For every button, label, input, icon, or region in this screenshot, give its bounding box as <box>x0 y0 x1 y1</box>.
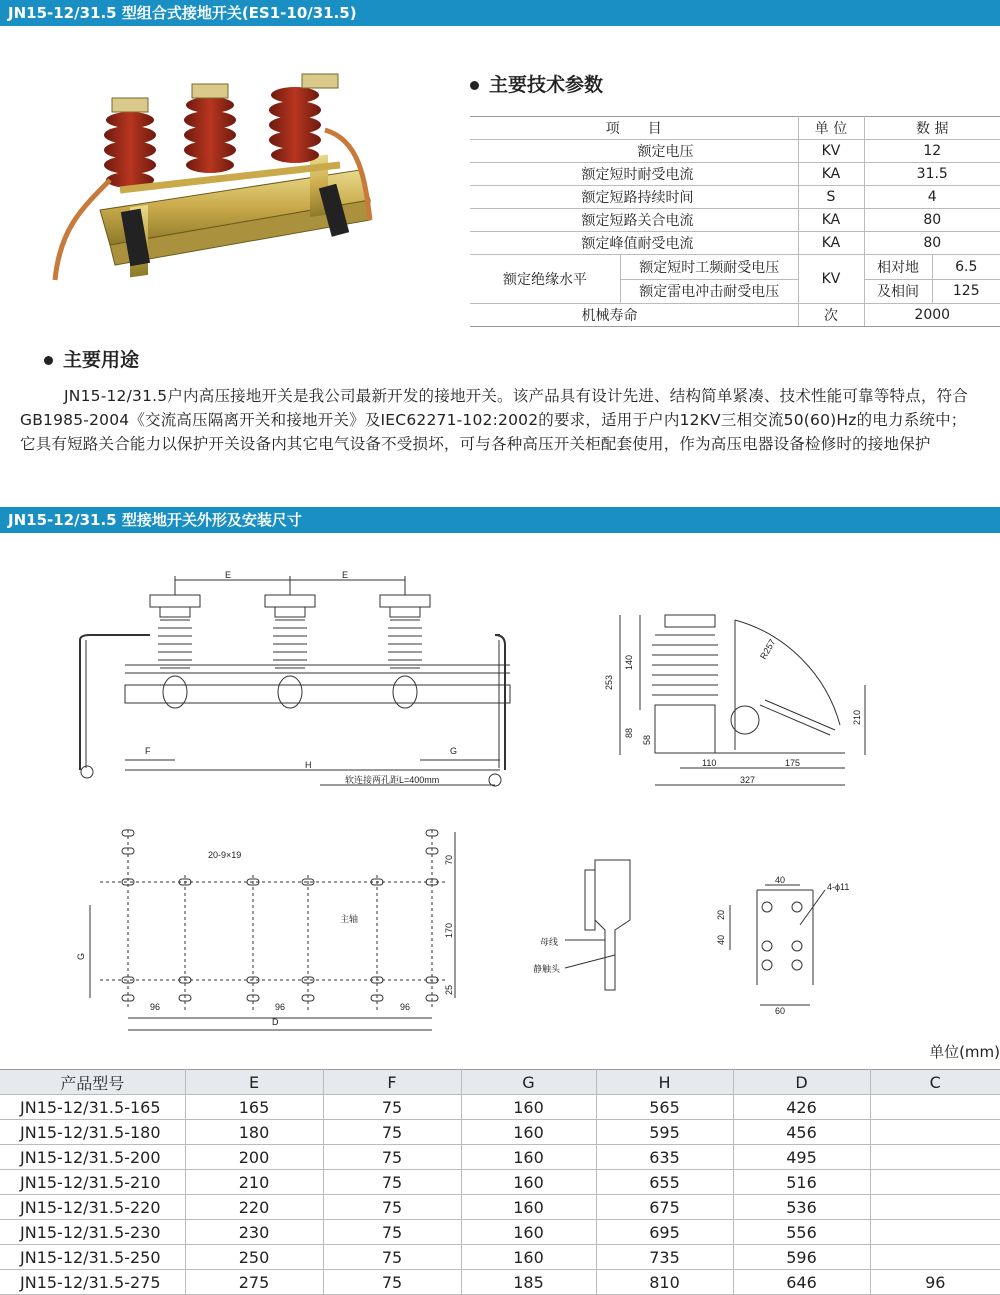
table-cell: 655 <box>596 1170 733 1195</box>
drawing-label: 4-ϕ11 <box>827 882 850 892</box>
table-cell: 单 位 <box>798 117 864 140</box>
table-cell: JN15-12/31.5-210 <box>0 1170 185 1195</box>
table-cell: JN15-12/31.5-220 <box>0 1195 185 1220</box>
table-cell: 75 <box>323 1195 461 1220</box>
table-cell: 516 <box>733 1170 870 1195</box>
insulation-label: 额定绝缘水平 <box>470 255 621 303</box>
table-cell: KA <box>798 232 864 255</box>
drawing-label: 60 <box>775 1006 786 1016</box>
table-cell <box>870 1120 1000 1145</box>
drawing-label: H <box>305 760 312 770</box>
table-row <box>470 209 1000 232</box>
table-cell: 556 <box>733 1220 870 1245</box>
table-cell: 2000 <box>864 304 1000 327</box>
drawing-label: 110 <box>702 758 717 768</box>
table-cell: G <box>461 1070 596 1095</box>
table-row <box>0 1170 1000 1195</box>
table-cell: 额定电压 <box>470 140 798 163</box>
table-row <box>470 186 1000 209</box>
table-cell: S <box>798 186 864 209</box>
table-row <box>0 1120 1000 1145</box>
table-row <box>470 304 1000 327</box>
table-cell: D <box>733 1070 870 1095</box>
drawing-label: 175 <box>785 758 801 768</box>
usage-text: JN15-12/31.5户内高压接地开关是我公司最新开发的接地开关。该产品具有设计先进、结构简单紧凑、技术性能可靠等特点，符合GB1985-2004《交流高压隔离开关和接地开关》及IEC62271-102:2002的要求，适用于户内12KV三相交流50(60)Hz的电力系统中；它具有短路关合能力以保护开关设备内其它电气设备不受损坏，可与各种高压开关柜配套使用，作为高压电器设备检修时的接地保护 <box>20 387 969 453</box>
table-cell: 75 <box>323 1145 461 1170</box>
drawing-label: 96 <box>400 1002 411 1012</box>
drawing-label: 20-9×19 <box>208 850 242 860</box>
table-cell: 4 <box>864 186 1000 209</box>
table-cell: F <box>323 1070 461 1095</box>
table-row <box>0 1145 1000 1170</box>
drawing-label: R257 <box>758 637 778 661</box>
drawing-label: 40 <box>775 875 786 885</box>
table-cell: 185 <box>461 1270 596 1295</box>
drawing-label: 25 <box>444 984 454 995</box>
drawing-label: 170 <box>444 922 454 938</box>
table-row <box>0 1245 1000 1270</box>
table-cell: 主要用途 <box>63 349 140 371</box>
table-cell: JN15-12/31.5-180 <box>0 1120 185 1145</box>
table-cell: 596 <box>733 1245 870 1270</box>
drawing-label: D <box>272 1017 279 1027</box>
dimensions-table <box>0 1069 1000 1295</box>
drawing-label: G <box>76 952 86 960</box>
params-title <box>470 70 603 97</box>
table-cell: 机械寿命 <box>470 304 798 327</box>
drawing-label: E <box>225 570 232 580</box>
table-header-row <box>0 1070 1000 1095</box>
table-cell: 80 <box>864 232 1000 255</box>
dimension-drawings <box>0 540 1000 1040</box>
table-cell: 565 <box>596 1095 733 1120</box>
table-cell: E <box>185 1070 323 1095</box>
table-cell: 产品型号 <box>0 1070 185 1095</box>
table-cell: 96 <box>870 1270 1000 1295</box>
table-cell: C <box>870 1070 1000 1095</box>
table-cell: 810 <box>596 1270 733 1295</box>
table-cell: 735 <box>596 1245 733 1270</box>
table-cell: 646 <box>733 1270 870 1295</box>
drawing-label: 20 <box>716 909 726 920</box>
drawing-label: 静触头 <box>533 964 561 974</box>
insulation-unit: KV <box>798 255 864 304</box>
table-cell: 160 <box>461 1145 596 1170</box>
table-cell: 75 <box>323 1220 461 1245</box>
table-cell: 及相间 <box>864 279 932 304</box>
table-cell: 75 <box>323 1245 461 1270</box>
table-cell: 数 据 <box>864 117 1000 140</box>
table-cell: 额定短路关合电流 <box>470 209 798 232</box>
table-cell: 200 <box>185 1145 323 1170</box>
usage-title <box>44 345 139 372</box>
table-cell: 125 <box>932 279 1000 304</box>
drawing-label: 96 <box>150 1002 161 1012</box>
table-cell: 次 <box>798 304 864 327</box>
table-cell: 220 <box>185 1195 323 1220</box>
insulator-1 <box>104 98 156 188</box>
drawing-label: 母线 <box>540 937 559 947</box>
params-table <box>470 116 1000 327</box>
table-cell: 275 <box>185 1270 323 1295</box>
table-cell <box>870 1095 1000 1120</box>
table-cell: 495 <box>733 1145 870 1170</box>
table-cell: 456 <box>733 1120 870 1145</box>
section-header-product <box>0 0 1000 26</box>
header-title: JN15-12/31.5 型接地开关外形及安装尺寸 <box>8 511 302 529</box>
table-cell: JN15-12/31.5-200 <box>0 1145 185 1170</box>
table-row <box>470 140 1000 163</box>
table-cell: 75 <box>323 1270 461 1295</box>
table-row <box>0 1095 1000 1120</box>
table-cell: 160 <box>461 1170 596 1195</box>
insulation-sub2: 额定雷电冲击耐受电压 <box>639 284 780 301</box>
header-title: JN15-12/31.5 型组合式接地开关(ES1-10/31.5) <box>8 4 357 22</box>
table-cell: 165 <box>185 1095 323 1120</box>
table-cell: 31.5 <box>864 163 1000 186</box>
table-cell: 12 <box>864 140 1000 163</box>
table-cell: JN15-12/31.5-165 <box>0 1095 185 1120</box>
table-cell: 项 目 <box>470 117 798 140</box>
drawing-label: 40 <box>716 934 726 945</box>
table-cell: KA <box>798 209 864 232</box>
table-cell: 595 <box>596 1120 733 1145</box>
table-cell: 75 <box>323 1095 461 1120</box>
drawing-label: 主轴 <box>340 914 359 924</box>
insulation-sub1: 额定短时工频耐受电压 <box>621 255 798 280</box>
table-cell: 75 <box>323 1120 461 1145</box>
table-cell: 额定峰值耐受电流 <box>470 232 798 255</box>
table-row <box>470 232 1000 255</box>
table-row <box>0 1195 1000 1220</box>
table-cell: 相对地 <box>864 255 932 280</box>
drawing-label: 88 <box>624 727 634 738</box>
table-cell: JN15-12/31.5-250 <box>0 1245 185 1270</box>
table-cell: KV <box>798 140 864 163</box>
table-cell: 额定短时耐受电流 <box>470 163 798 186</box>
table-cell: 160 <box>461 1220 596 1245</box>
drawing-label: G <box>450 746 458 756</box>
product-photo <box>40 70 380 310</box>
table-cell: 75 <box>323 1170 461 1195</box>
drawing-label: 58 <box>642 734 652 745</box>
table-cell: 160 <box>461 1245 596 1270</box>
table-cell: 额定短路持续时间 <box>470 186 798 209</box>
insulator-3 <box>269 74 338 163</box>
drawing-label: F <box>145 746 151 756</box>
table-cell: 160 <box>461 1120 596 1145</box>
table-cell <box>870 1195 1000 1220</box>
table-row <box>470 255 1000 280</box>
table-cell <box>870 1245 1000 1270</box>
drawing-label: 软连接两孔距L=400mm <box>345 775 440 785</box>
section-header-dimensions <box>0 507 1000 533</box>
table-cell: 180 <box>185 1120 323 1145</box>
drawing-label: 253 <box>604 674 614 690</box>
table-cell: 210 <box>185 1170 323 1195</box>
table-cell: 675 <box>596 1195 733 1220</box>
drawing-label: 70 <box>444 854 454 865</box>
table-cell: 160 <box>461 1195 596 1220</box>
table-cell: 250 <box>185 1245 323 1270</box>
drawing-label: 140 <box>624 654 634 670</box>
drawing-label: 96 <box>275 1002 286 1012</box>
table-cell: 426 <box>733 1095 870 1120</box>
table-cell: JN15-12/31.5-230 <box>0 1220 185 1245</box>
table-cell <box>870 1145 1000 1170</box>
table-cell: H <box>596 1070 733 1095</box>
table-cell: JN15-12/31.5-275 <box>0 1270 185 1295</box>
table-cell: 主要技术参数 <box>489 74 604 96</box>
table-cell: 695 <box>596 1220 733 1245</box>
table-cell: 160 <box>461 1095 596 1120</box>
drawing-label: 210 <box>852 709 862 725</box>
table-row <box>470 163 1000 186</box>
params-header-row <box>470 117 1000 140</box>
table-cell: 230 <box>185 1220 323 1245</box>
drawing-label: 327 <box>740 775 756 785</box>
table-row <box>0 1220 1000 1245</box>
table-cell <box>870 1170 1000 1195</box>
table-cell: 6.5 <box>932 255 1000 280</box>
table-cell: KA <box>798 163 864 186</box>
table-cell: 536 <box>733 1195 870 1220</box>
table-cell: 635 <box>596 1145 733 1170</box>
insulator-2 <box>184 84 236 173</box>
unit-label: 单位(mm) <box>929 1043 1000 1061</box>
table-cell: 80 <box>864 209 1000 232</box>
drawing-label: E <box>342 570 349 580</box>
table-cell <box>870 1220 1000 1245</box>
